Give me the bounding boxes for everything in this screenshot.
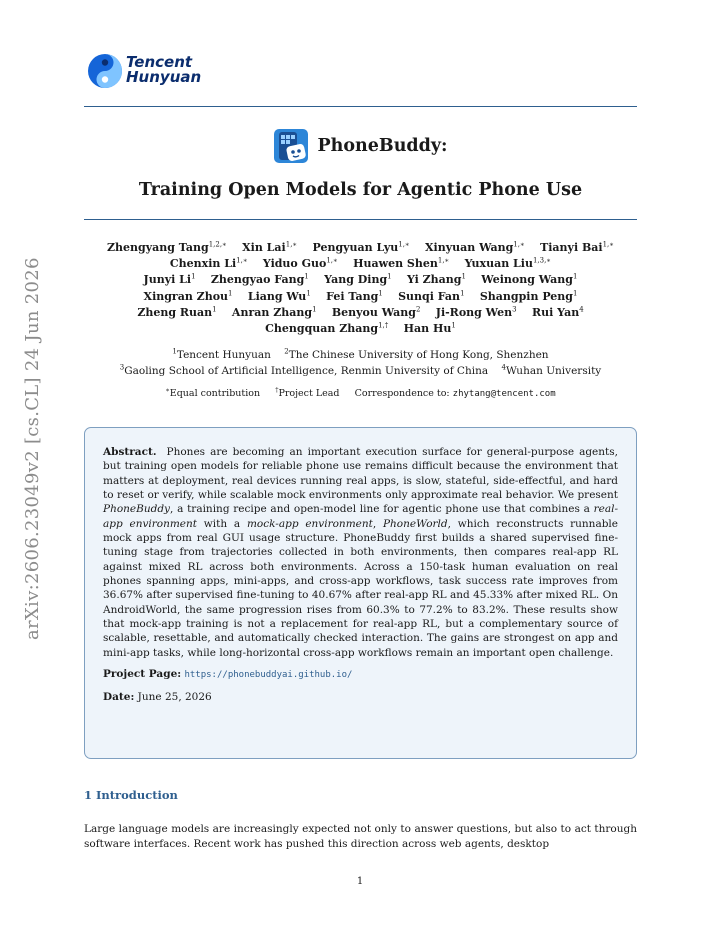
logo-wordmark bbox=[126, 55, 201, 85]
author-name: Yang Ding bbox=[324, 273, 388, 287]
author-affiliation-mark: 1,∗ bbox=[236, 256, 248, 265]
author-affiliation-mark: 1 bbox=[460, 288, 465, 297]
author-affiliation-mark: 1,∗ bbox=[513, 240, 525, 249]
affiliation-mark: 3 bbox=[119, 363, 125, 372]
author-row bbox=[84, 321, 637, 337]
author-name: Rui Yan bbox=[531, 305, 580, 319]
author-name: Junyi Li bbox=[143, 273, 192, 287]
date-line bbox=[103, 690, 618, 704]
author-name: Yi Zhang bbox=[406, 273, 462, 287]
date-label: Date: bbox=[103, 690, 135, 703]
affiliation-mark: 4 bbox=[501, 363, 506, 372]
author-affiliation-mark: 1 bbox=[461, 272, 466, 281]
author-affiliation-mark: 1,∗ bbox=[602, 240, 614, 249]
lead-mark: † bbox=[275, 385, 279, 394]
author-affiliation-mark: 1 bbox=[572, 272, 578, 281]
author-name: Liang Wu bbox=[247, 289, 307, 303]
author-name: Sunqi Fan bbox=[398, 289, 461, 303]
author-name: Zhengyang Tang bbox=[106, 241, 209, 254]
author-name: Zheng Ruan bbox=[137, 305, 213, 319]
page-number: 1 bbox=[356, 876, 364, 887]
author-name: Chengquan Zhang bbox=[265, 322, 379, 336]
lead-note: Project Lead bbox=[278, 388, 340, 399]
abstract-part: , bbox=[372, 517, 383, 530]
author-affiliation-mark: 1 bbox=[312, 305, 317, 314]
author-affiliation-mark: 1 bbox=[451, 321, 456, 330]
tencent-hunyuan-logo-icon bbox=[86, 52, 124, 90]
author-name: Yiduo Guo bbox=[262, 257, 327, 271]
author-affiliation-mark: 1,∗ bbox=[398, 240, 410, 249]
title-line1: PhoneBuddy: bbox=[317, 136, 448, 156]
abstract-part: , a training recipe and open-model line for agentic phone use that combines a bbox=[169, 503, 594, 516]
author-name: Yuxuan Liu bbox=[464, 257, 533, 271]
author-affiliation-mark: 1,∗ bbox=[437, 256, 450, 265]
introduction-text: Large language models are increasingly expected not only to answer questions, but also to act through software interfaces. Recent work has pushed this direction across web agents, desktop bbox=[84, 823, 637, 850]
affiliation-row bbox=[84, 347, 637, 363]
author-affiliation-mark: 4 bbox=[579, 305, 584, 314]
title-rule bbox=[84, 219, 637, 220]
author-name: Fei Tang bbox=[326, 289, 379, 303]
author-row bbox=[84, 240, 637, 256]
section-heading-introduction: 1 Introduction bbox=[84, 788, 178, 802]
author-row bbox=[84, 272, 637, 288]
arxiv-stamp: arXiv:2606.23049v2 [cs.CL] 24 Jun 2026 bbox=[22, 257, 43, 640]
author-affiliation-mark: 1 bbox=[212, 305, 217, 314]
correspondence-label: Correspondence to: bbox=[354, 388, 450, 399]
author-affiliation-mark: 1 bbox=[378, 288, 383, 297]
author-name: Anran Zhang bbox=[231, 305, 313, 319]
author-affiliation-mark: 1,∗ bbox=[285, 240, 298, 249]
author-affiliation-mark: 1 bbox=[191, 272, 196, 281]
equal-mark: ∗ bbox=[165, 385, 170, 394]
author-affiliation-mark: 1,∗ bbox=[326, 256, 338, 265]
affiliation-name: Wuhan University bbox=[505, 365, 602, 377]
affiliation-name: Gaoling School of Artificial Intelligence, Renmin University of China bbox=[124, 365, 489, 377]
paper-title bbox=[84, 128, 637, 200]
abstract-part: Phones are becoming an important execution surface for general-purpose agents, but training open models for reliable phone use remains difficult because the environment that matters at deployment, real devices running real apps, is slow, stateful, side-effectful, and hard to reset or verify, while scalable mock environments only approximate real behavior. We present bbox=[103, 446, 618, 502]
author-name: Xin Lai bbox=[242, 241, 286, 254]
affiliation-name: The Chinese University of Hong Kong, Shenzhen bbox=[288, 349, 549, 361]
author-name: Weinong Wang bbox=[481, 273, 573, 287]
author-affiliation-mark: 2 bbox=[415, 305, 421, 314]
author-affiliation-mark: 1 bbox=[387, 272, 392, 281]
abstract-text bbox=[103, 445, 618, 660]
author-affiliation-mark: 1 bbox=[572, 288, 578, 297]
title-line2: Training Open Models for Agentic Phone Use bbox=[138, 180, 583, 200]
correspondence-email[interactable]: zhytang@tencent.com bbox=[452, 389, 556, 399]
author-notes bbox=[84, 385, 637, 399]
author-affiliation-mark: 1 bbox=[306, 288, 311, 297]
author-row bbox=[84, 256, 637, 272]
author-name: Huawen Shen bbox=[353, 257, 438, 271]
project-page-line bbox=[103, 667, 618, 682]
author-affiliation-mark: 1,† bbox=[378, 321, 389, 330]
author-list bbox=[84, 240, 637, 337]
affiliations bbox=[84, 347, 637, 379]
affiliation-name: Tencent Hunyuan bbox=[176, 349, 271, 361]
date-value: June 25, 2026 bbox=[137, 690, 212, 703]
affiliation-mark: 2 bbox=[284, 347, 289, 356]
author-name: Benyou Wang bbox=[331, 305, 416, 319]
author-name: Chenxin Li bbox=[169, 257, 237, 271]
abstract-em: real-app environment bbox=[103, 503, 618, 530]
affiliation-row bbox=[84, 363, 637, 379]
author-affiliation-mark: 1 bbox=[304, 272, 309, 281]
abstract-box bbox=[84, 427, 637, 759]
abstract-part: , which reconstructs runnable mock apps from real GUI usage structure. PhoneBuddy first builds a shared supervised fine-tuning stage from trajectories collected in both environments, then compares real-app RL against mixed RL across both environments. Across a 150-task human evaluation on real phones spanning apps, mini-apps, and cross-app workflows, task success rate improves from 36.67% after supervised fine-tuning to 40.67% after real-app RL and 45.33% after mixed RL. On AndroidWorld, the same progression rises from 60.3% to 77.2% to 83.2%. These results show that mock-app training is not a replacement for real-app RL, but a complementary source of scalable, resettable, and automatically checked interaction. The gains are strongest on app and mini-app tasks, while long-horizontal cross-app workflows remain an important open challenge. bbox=[103, 517, 618, 659]
abstract-em: PhoneBuddy bbox=[103, 503, 170, 516]
abstract-em: mock-app environment bbox=[246, 517, 373, 530]
author-affiliation-mark: 1,3,∗ bbox=[532, 256, 552, 265]
abstract-part: with a bbox=[197, 517, 247, 530]
phonebuddy-app-icon bbox=[273, 128, 309, 164]
equal-note: Equal contribution bbox=[169, 388, 261, 399]
author-name: Tianyi Bai bbox=[540, 241, 603, 254]
abstract-em: PhoneWorld bbox=[382, 517, 448, 530]
author-affiliation-mark: 1,2,∗ bbox=[208, 240, 227, 249]
author-name: Xinyuan Wang bbox=[425, 241, 514, 254]
author-name: Shangpin Peng bbox=[479, 289, 573, 303]
author-name: Pengyuan Lyu bbox=[312, 241, 399, 254]
author-row bbox=[84, 289, 637, 305]
project-page-link[interactable]: https://phonebuddyai.github.io/ bbox=[184, 670, 353, 681]
logo-line2: Hunyuan bbox=[126, 68, 202, 86]
abstract-label: Abstract. bbox=[103, 446, 157, 458]
author-affiliation-mark: 1 bbox=[228, 288, 233, 297]
author-affiliation-mark: 3 bbox=[512, 305, 517, 314]
author-name: Xingran Zhou bbox=[143, 289, 229, 303]
logo-line1: Tencent bbox=[126, 53, 193, 71]
author-name: Ji-Rong Wen bbox=[435, 305, 513, 319]
author-name: Zhengyao Fang bbox=[210, 273, 305, 287]
author-row bbox=[84, 305, 637, 321]
affiliation-mark: 1 bbox=[172, 347, 177, 356]
project-page-label: Project Page: bbox=[103, 668, 182, 681]
header-rule bbox=[84, 106, 637, 107]
author-name: Han Hu bbox=[403, 322, 452, 336]
